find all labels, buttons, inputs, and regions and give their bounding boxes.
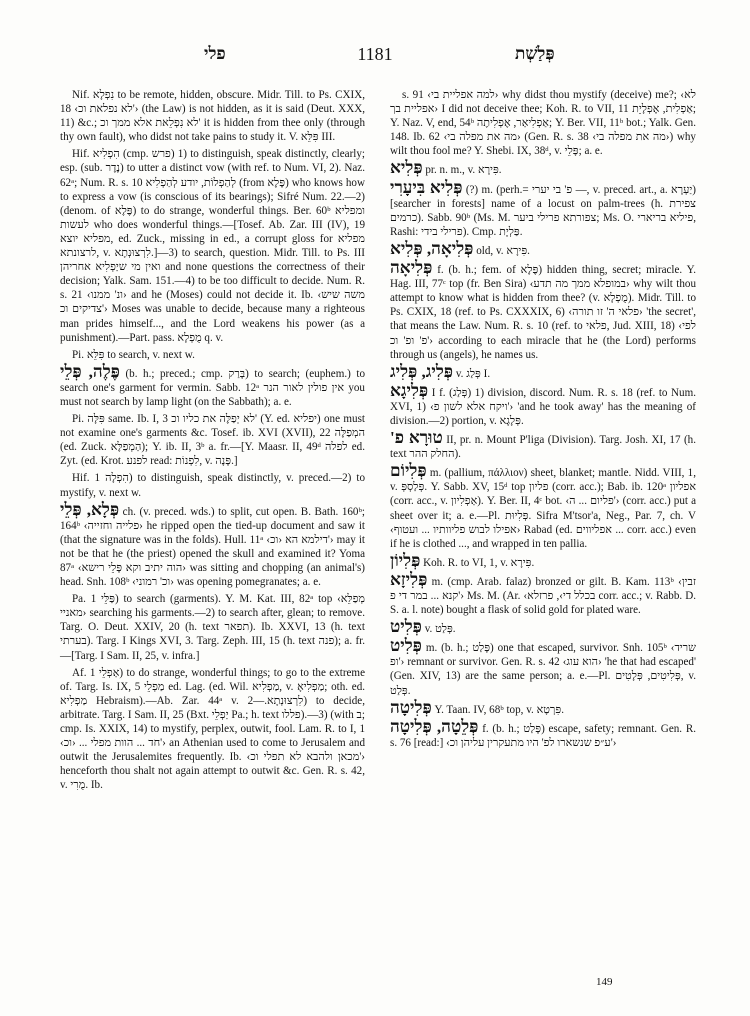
entry-headword: פְּלִיט bbox=[390, 636, 422, 656]
entry-headword: פְּלִיזָא bbox=[390, 569, 428, 589]
entry-text: f. (b. h.; fem. of פֶּלֶא) hidden thing, secret; miracle. Y. Hag. III, 77ᶜ top (fr. Ben Sira) ‹במופלא ממך מה תדע› why wilt thou attempt to know what is hidden from thee? (v. מֻפְלָא). Midr. Till. to Ps. CXIX, 18 (ref. to Ps. CXXXIX, 6) ‹פלאי ה' זו תורה› 'the secret', that means the Law. Num. R. s. 10 (ref. to פלאי, Jud. XIII, 18) ‹לפי פ' ופ' וכ'› according to each miracle that he (the Lord) performs through us (angels), he names us. bbox=[390, 264, 696, 361]
dictionary-entry bbox=[390, 177, 696, 239]
dictionary-entry bbox=[60, 147, 365, 344]
running-head-left: פלי bbox=[204, 44, 226, 63]
entry-headword: פְּלִיגָא bbox=[390, 380, 429, 400]
entry-headword: פְּלִיוֹן bbox=[390, 550, 421, 570]
entry-text: Koh. R. to VI, 1, v. פִּירָא. bbox=[423, 556, 535, 569]
entry-text: pr. n. m., v. פִּירָא. bbox=[425, 164, 502, 177]
entry-text: ch. (v. preced. wds.) to split, cut open. B. Bath. 160ᵇ; 164ᵇ ‹פלייה וחזייה› he ripped open the tied-up document and saw it (that the signature was in the folds). Hull. 11ᵃ ‹דילמא הא ‹וכ'› may it not be that he (the priest) opened the skull and examined it? Yoma 87ᵃ ‹הוה יתיב וקא פָּלֵי רישא› was sitting and chopping (an animal's) head. Snh. 108ᵇ ‹וכ' רמוני› was opening pomegranates; a. e. bbox=[60, 505, 366, 589]
entry-text: Af. אַפְלֵי 1) to do strange, wonderful things; to go to the extreme of. Targ. Is. IX, 5 מַפְלֵי ed. Lag. (ed. Wil. מַפְלִיא, v. מַפְלִיאָ; oth. ed. מַפְלִיא Hebraism).—Ab. Zar. 44ᵃ v. לִרְצוּנְתָא.—2) to decide, arbitrate. Targ. I Sam. II, 25 (Bxt. יַפְלֵי Pa.; h. text פללו).—3) (with ב; cmp. Is. XXIX, 14) to mystify, perplex, outwit, fool. Lam. R. to I, 1 ‹חד ... הוות מפלי ... ‹וכ'› an Athenian used to come to Jerusalem and outwit the Jerusalemites frequently. Ib. ‹מכאן ולהבא לא תפלי וכ'› henceforth thou shalt not again attempt to outwit &c. Gen. R. s. 42, v. מֻרִי. Ib. bbox=[60, 666, 366, 792]
entry-text: (?) m. (perh.= פ' בי יערי —, v. preced. art., a. יַעְרָא) [searcher in forests] name of a locust on palm-trees (h. צפירת כרמים). Sabb. 90ᵇ (Ms. M. צפורתא פרילי ביער; Ms. O. פיליא בריארי, Rashi: פרילי בידי). Cmp. פַּלְיָת. bbox=[390, 183, 696, 238]
entry-headword: פְּלִיוֹם bbox=[390, 461, 427, 481]
dictionary-entry bbox=[60, 348, 365, 362]
dictionary-entry bbox=[390, 158, 696, 178]
entry-headword: פְּלִיג, פְּלִיג bbox=[390, 361, 454, 381]
entry-headword: פְּלָא, פְּלֵי bbox=[60, 499, 120, 519]
dictionary-entry bbox=[390, 461, 697, 551]
dictionary-entry bbox=[390, 716, 696, 750]
dictionary-entry bbox=[60, 412, 365, 468]
entry-text: m. (pallium, πάλλιον) sheet, blanket; mantle. Nidd. VIII, 1, v. פְּלַסְפְּ. Y. Sabb. XV, 15ᵈ top פליון (corr. acc.); Bab. ib. 120ᵃ אפליון (corr. acc., v. אַפְלִיון). Y. Ber. II, 4ᶜ bot. ‹פליום ... ה'› (corr. acc.) put a sheet over it; a. e.—Pl. פְּלִיוּת. Sifra M'tsor'a, Neg., Par. 7, ch. V ‹אפילו לבוש פליוותיו ... ועטוף› Rabad (ed. אפליווים ... corr. acc.) even if he is clothed ..., and wrapped in ten pallia. bbox=[390, 467, 697, 550]
entry-text: Hif. הִפְלָה 1) to distinguish, speak distinctly, v. preced.—2) to mystify, v. next w. bbox=[60, 472, 365, 499]
dictionary-entry bbox=[390, 258, 696, 362]
entry-text: m. (cmp. Arab. falaz) bronzed or gilt. B. Kam. 113ᵇ ‹זבין קנא ... במר די פ'› Ms. M. (Ar. ‹בכלל די›, פרזלא corr. acc.; v. Rabb. D. S. a. l. note) bought a flask of solid gold for plated ware. bbox=[390, 575, 697, 617]
dictionary-entry bbox=[390, 238, 696, 258]
entry-text: v. פְּלַג I. bbox=[455, 367, 491, 380]
dictionary-entry bbox=[390, 636, 696, 697]
entry-headword: פְּלִיא בִּיעָרִי bbox=[390, 177, 463, 197]
dictionary-entry bbox=[390, 697, 696, 717]
entry-text: old, v. פִּירָא. bbox=[476, 244, 530, 257]
dictionary-entry bbox=[60, 592, 365, 662]
dictionary-entry bbox=[390, 617, 696, 637]
entry-headword: טוּרָא פ' bbox=[390, 428, 443, 448]
entry-text: Y. Taan. IV, 68ᵇ top, v. פִּרְטָא. bbox=[434, 703, 564, 716]
dictionary-entry bbox=[60, 666, 365, 793]
page-number: 1181 bbox=[357, 44, 393, 64]
left-column bbox=[60, 88, 365, 796]
entry-text: Pa. פַּלֵּי 1) to search (garments). Y. M. Kat. III, 82ᵃ top ‹מְפַלֵּא מאניי› searching his garments.—2) to search after, glean; to remove. Targ. O. Deut. XXIV, 20 (h. text תפאר). Ib. XXVI, 13 (h. text בערתי). Targ. I Kings XVI, 3. Targ. Zeph. III, 15 (h. text פנה); a. fr.—[Targ. I Sam. II, 25, v. infra.] bbox=[60, 593, 366, 662]
entry-headword: פְּלִיטָה bbox=[390, 697, 432, 717]
entry-text: Pi. פִּלֵּא to search, v. next w. bbox=[72, 348, 195, 361]
entry-headword: פְּלִיאָה, פְּלִיא bbox=[390, 238, 474, 258]
entry-text: v. פְּלַט. bbox=[424, 623, 456, 636]
dictionary-entry bbox=[390, 88, 696, 158]
entry-text: s. 91 ‹למה אפליית בי› why didst thou mystify (deceive) me?; ‹לא אפליית בך› I did not deceive thee; Koh. R. to VII, 11 אַפְלִית, אֶפְלָיֵת; Y. Naz. V, end, 54ᵇ אַפְלִיאַר, אֶפְלִיתֶה; Y. Ber. VII, 11ᵇ bot.; Yalk. Gen. 148. Ib. 62 ‹מה את מפלה בי› (Gen. R. s. 38 ‹מה את מפלה בי›) why wilt thou fool me? Y. Shebi. IX, 38ᵈ, v. פָּלֵי; a. e. bbox=[390, 89, 697, 158]
dictionary-entry bbox=[390, 428, 696, 461]
entry-text: Nif. נִפְלָא to be remote, hidden, obscure. Midr. Till. to Ps. CXIX, 18 ‹לא נפלאת וכ'› (the Law) is not hidden, as it is said (Deut. XXX, 11) &c.; לא נִפְלֵאת אלא ממך וכ' it is hidden from thee only (through thy own fault), who didst not take pains to study it. V. פִּלֵּא III. bbox=[60, 89, 366, 144]
signature-number: 149 bbox=[596, 976, 613, 988]
entry-text: II, pr. n. Mount P'liga (Division). Targ. Josh. XI, 17 (h. text החלק ההר). bbox=[390, 434, 696, 461]
right-column bbox=[390, 88, 696, 753]
entry-headword: פְּלִיט bbox=[390, 617, 422, 637]
dictionary-entry bbox=[390, 569, 697, 617]
dictionary-entry bbox=[390, 361, 696, 381]
entry-headword: פְּלִיא bbox=[390, 158, 423, 178]
dictionary-entry bbox=[60, 471, 365, 499]
dictionary-entry bbox=[60, 361, 365, 409]
entry-text: m. (b. h.; פָּלַט) one that escaped, survivor. Snh. 105ᵇ ‹שריד ופ'› remnant or survivor. Gen. R. s. 42 ‹הוא עוג› 'he that had escaped' (Gen. XIV, 13) are the same person; a. e.—Pl. פְּלִיטִים, פְּלָטִים, v. פְּלַט. bbox=[390, 642, 696, 697]
entry-headword: פְּלִיאָה bbox=[390, 258, 433, 278]
dictionary-entry bbox=[390, 380, 696, 428]
dictionary-entry bbox=[60, 88, 365, 144]
entry-headword: פְּלֵטָה, פְּלִיטָה bbox=[390, 716, 479, 736]
dictionary-entry bbox=[390, 550, 696, 570]
running-head-right: פְּלַשְׁת bbox=[515, 44, 555, 63]
entry-text: Hif. הִפְלִיא (cmp. פרש) 1) to distinguish, speak distinctly, clearly; esp. (sub. נֶדֶר) to utter a distinct vow (with ref. to Num. VI, 2). Naz. 62ᵃ; Num. R. s. 10 לְהַפְלוֹת, יודע לְהַפְלִיא (from פֶּלֶא) who knows how to express a vow (is conscious of its bearings); Sifré Num. 22.—2) (denom. of פֶּלֶא) to do strange, wonderful things. Ber. 60ᵇ ומפליא לעשות who does wonderful things.—[Tosef. Ab. Zar. III (IV), 19 מפליא יוצא, ed. Zuck., missing in ed., a corrupt gloss for מפליא לרצונתא, v. לִרְצוּנְתָא.]—3) to search, question. Midr. Till. to Ps. III ואין מי שיַפְלִיא אחריהן and none questions the correctness of their decision; Yalk. Sam. 151.—4) to be too difficult to decide. Num. R. s. 21 ‹ונ' ממנו› and he (Moses) could not decide it. Ib. ‹משה שיש צדיקים וכ'› Moses was unable to decide, because many a righteous man prides himself..., and the Lord weakens his power (as a punishment).—Part. pass. מֻפְלָא q. v. bbox=[60, 148, 366, 344]
entry-headword: פֶּלֶה, פְּלֵי bbox=[60, 361, 120, 381]
entry-text: Pi. פִּלָּה same. Ib. I, 3 לא יְפַלֶּה את כליו וכ' (Y. ed. יפליא) one must not examine one's garments &c. Tosef. ib. XVI (XVII), 22 המְפַלֶּה (ed. Zuck. הַמְפַלֶּא); Y. ib. II, 3ᵇ a. fr.—[Y. Maasr. II, 49ᵈ לפלה ed. Zyt. (ed. Krot. לפנע read: לִפְנוֹת, v. פָּנָה.] bbox=[60, 413, 365, 468]
entry-text: (b. h.; preced.; cmp. בָּרַק) to search; (euphem.) to search one's garment for vermin. Sabb. 12ᵃ אין פולין לאור הנר you must not search by lamp light (on the Sabbath); a. e. bbox=[60, 367, 365, 408]
entry-text: I f. (פְּלַג) 1) division, discord. Num. R. s. 18 (ref. to Num. XVI, 1) ‹ויקח אלא לשון פ'› 'and he took away' has the meaning of division.—2) portion, v. פְּלָגָא. bbox=[390, 386, 696, 427]
dictionary-entry bbox=[60, 499, 366, 590]
entry-text: f. (b. h.; פָּלַט) escape, safety; remnant. Gen. R. s. 76 [read:] ‹ע״פ שנשארו לפ' היו מתעקרין עליהן וכ'› bbox=[390, 722, 696, 749]
